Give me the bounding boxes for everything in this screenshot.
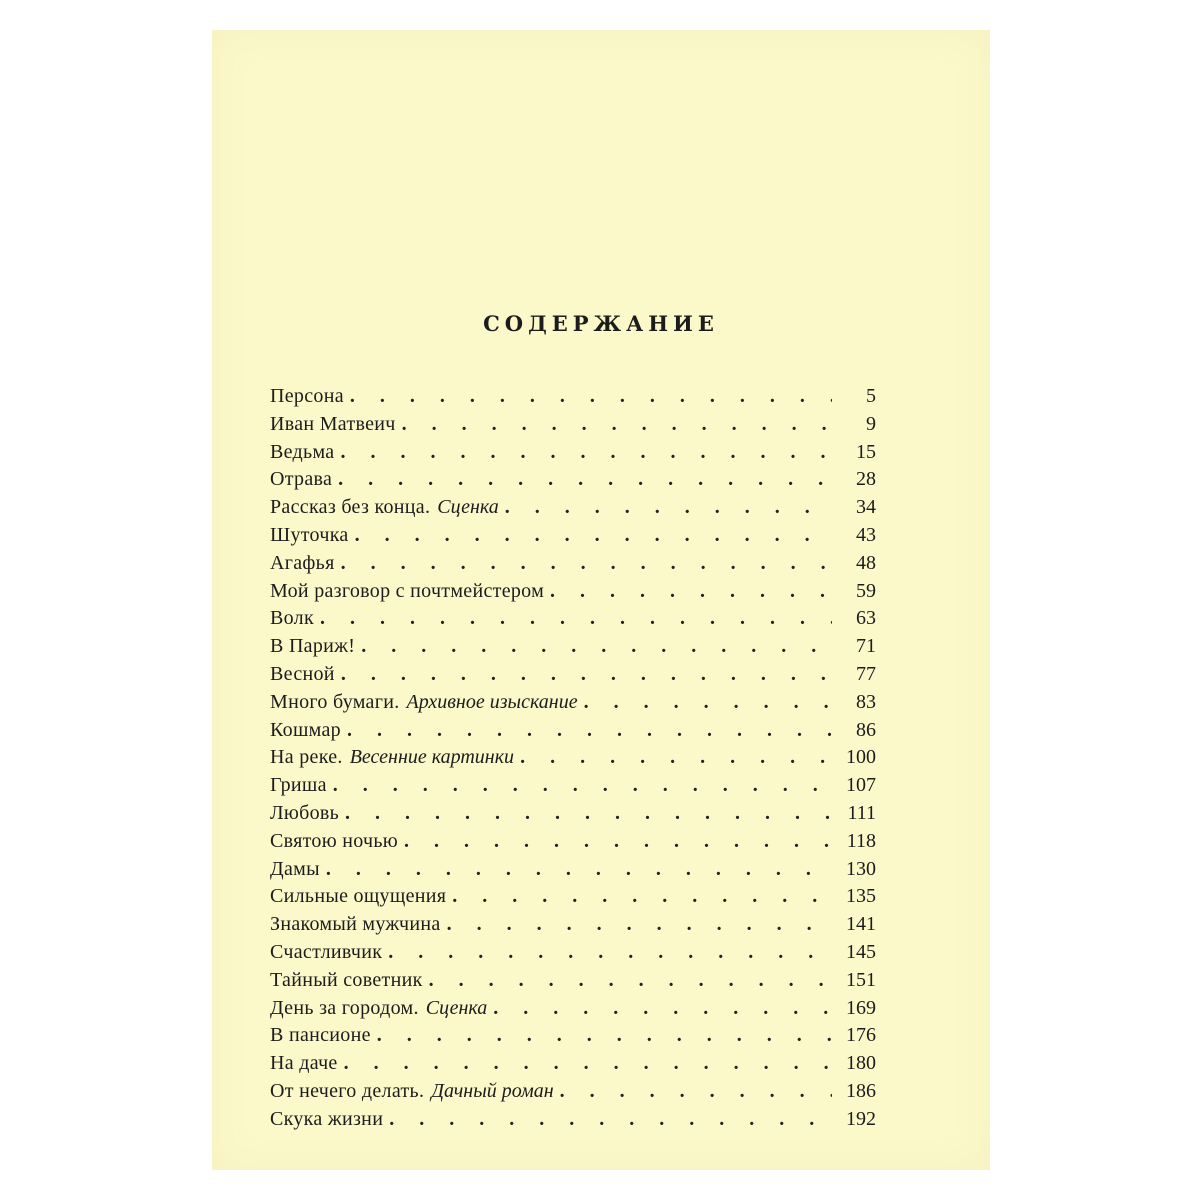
dot-leader <box>493 997 832 1020</box>
toc-entry <box>270 941 876 969</box>
toc-entry-page-number: 15 <box>856 440 876 463</box>
dot-leader <box>429 969 832 992</box>
toc-entry <box>270 885 876 913</box>
toc-entry-page-number: 86 <box>856 718 876 741</box>
dot-leader <box>388 941 832 964</box>
toc-entry <box>270 913 876 941</box>
toc-entry-title: Шуточка <box>270 523 349 546</box>
toc-entry <box>270 552 876 580</box>
toc-entry-page-number: 192 <box>846 1107 876 1130</box>
toc-entry-page-number: 28 <box>856 468 876 491</box>
toc-entry-title: В пансионе <box>270 1024 371 1047</box>
toc-entry <box>270 774 876 802</box>
toc-entry-page-number: 77 <box>856 662 876 685</box>
toc-entry-title: Рассказ без конца. <box>270 496 431 519</box>
toc-entry-title: Знакомый мужчина <box>270 913 441 936</box>
toc-entry-title: Отрава <box>270 468 333 491</box>
book-page <box>212 30 990 1170</box>
toc-entry-page-number: 83 <box>856 690 876 713</box>
toc-entry-title: Весной <box>270 662 335 685</box>
toc-entry <box>270 719 876 747</box>
dot-leader <box>505 496 832 519</box>
dot-leader <box>520 746 832 769</box>
dot-leader <box>326 858 832 881</box>
toc-entry-title: Святою ночью <box>270 829 399 852</box>
toc-entry-page-number: 43 <box>856 523 876 546</box>
toc-entry-title: В Париж! <box>270 635 356 658</box>
toc-entry-title: Ведьма <box>270 440 335 463</box>
toc-entry-page-number: 145 <box>846 940 876 963</box>
toc-entry-page-number: 100 <box>846 746 876 769</box>
toc-entry-page-number: 141 <box>846 913 876 936</box>
toc-entry-title: Дамы <box>270 857 320 880</box>
dot-leader <box>404 830 832 853</box>
dot-leader <box>550 580 832 603</box>
toc-entry-title: На реке. <box>270 746 343 769</box>
toc-entry <box>270 1108 876 1136</box>
toc-entry-title: Скука жизни <box>270 1107 384 1130</box>
toc-entry-subtitle: Архивное изыскание <box>406 690 578 713</box>
dot-leader <box>402 413 832 436</box>
toc-entry-title: Сильные ощущения <box>270 885 447 908</box>
toc-entry <box>270 1080 876 1108</box>
toc-entry-title: Волк <box>270 607 314 630</box>
toc-entry <box>270 468 876 496</box>
toc-entry-title: Много бумаги. <box>270 690 400 713</box>
toc-entry <box>270 969 876 997</box>
toc-entry-title: Кошмар <box>270 718 341 741</box>
dot-leader <box>560 1080 832 1103</box>
dot-leader <box>341 663 832 686</box>
toc-entry <box>270 858 876 886</box>
toc-entry-title: Иван Матвеич <box>270 412 396 435</box>
dot-leader <box>340 441 832 464</box>
dot-leader <box>355 524 832 547</box>
dot-leader <box>341 552 832 575</box>
toc-entry-title: Любовь <box>270 801 340 824</box>
contents-heading: СОДЕРЖАНИЕ <box>483 311 719 336</box>
toc-entry-page-number: 71 <box>856 635 876 658</box>
dot-leader <box>344 1052 832 1075</box>
toc-entry <box>270 691 876 719</box>
toc-entry <box>270 1052 876 1080</box>
toc-entry-subtitle: Сценка <box>437 496 499 519</box>
toc-entry <box>270 580 876 608</box>
toc-entry-page-number: 176 <box>846 1024 876 1047</box>
toc-entry-title: Мой разговор с почтмейстером <box>270 579 545 602</box>
dot-leader <box>584 691 832 714</box>
table-of-contents <box>270 385 876 1136</box>
toc-entry-page-number: 63 <box>856 607 876 630</box>
toc-entry-page-number: 130 <box>846 857 876 880</box>
toc-entry-subtitle: Дачный роман <box>431 1079 554 1102</box>
dot-leader <box>350 385 832 408</box>
toc-entry <box>270 441 876 469</box>
dot-leader <box>338 468 832 491</box>
dot-leader <box>447 913 832 936</box>
toc-entry <box>270 1024 876 1052</box>
toc-entry <box>270 413 876 441</box>
dot-leader <box>345 802 832 825</box>
toc-entry-title: Счастливчик <box>270 940 383 963</box>
toc-entry-title: День за городом. <box>270 996 419 1019</box>
toc-entry <box>270 607 876 635</box>
toc-entry-subtitle: Сценка <box>425 996 488 1019</box>
toc-entry-page-number: 186 <box>846 1079 876 1102</box>
toc-entry-page-number: 34 <box>856 496 876 519</box>
toc-entry <box>270 385 876 413</box>
toc-entry-page-number: 135 <box>846 885 876 908</box>
toc-entry <box>270 997 876 1025</box>
toc-entry-page-number: 9 <box>866 412 876 435</box>
toc-entry-page-number: 180 <box>846 1052 876 1075</box>
toc-entry-title: Тайный советник <box>270 968 423 991</box>
toc-entry-title: Гриша <box>270 774 327 797</box>
dot-leader <box>333 774 832 797</box>
toc-entry-title: На даче <box>270 1052 338 1075</box>
toc-entry <box>270 635 876 663</box>
toc-entry-title: Персона <box>270 385 344 407</box>
toc-entry-subtitle: Весенние картинки <box>349 746 515 769</box>
toc-entry-page-number: 59 <box>856 579 876 602</box>
toc-entry-page-number: 118 <box>846 829 876 852</box>
dot-leader <box>361 635 832 658</box>
toc-entry-page-number: 111 <box>847 801 876 824</box>
dot-leader <box>347 719 832 742</box>
toc-entry <box>270 663 876 691</box>
toc-entry-title: Агафья <box>270 551 335 574</box>
dot-leader <box>389 1108 832 1131</box>
toc-entry <box>270 496 876 524</box>
toc-entry-page-number: 5 <box>866 385 876 407</box>
toc-entry <box>270 746 876 774</box>
toc-entry-page-number: 48 <box>856 551 876 574</box>
toc-entry-page-number: 107 <box>846 774 876 797</box>
dot-leader <box>320 607 832 630</box>
toc-entry <box>270 802 876 830</box>
toc-entry-page-number: 151 <box>846 968 876 991</box>
toc-entry-page-number: 169 <box>846 996 876 1019</box>
dot-leader <box>377 1024 832 1047</box>
toc-entry <box>270 830 876 858</box>
toc-entry <box>270 524 876 552</box>
toc-entry-title: От нечего делать. <box>270 1079 425 1102</box>
dot-leader <box>452 885 832 908</box>
